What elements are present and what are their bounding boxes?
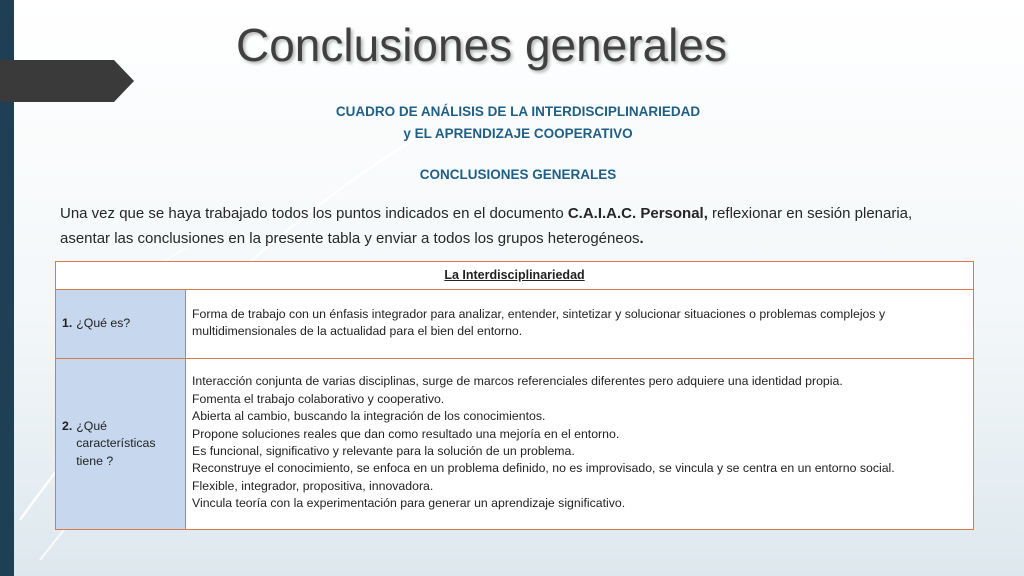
- heading-line-3: CONCLUSIONES GENERALES: [419, 167, 617, 182]
- intro-bold-doc-name: C.A.I.A.C. Personal,: [567, 205, 708, 222]
- question-text: ¿Qué es?: [76, 316, 131, 331]
- answer-line: Interacción conjunta de varias disciplinas, surge de marcos referenciales diferentes pero adquiere una identidad propia.: [192, 374, 843, 389]
- answer-line: Reconstruye el conocimiento, se enfoca en un problema definido, no es improvisado, se vincula y se centra en un entorno social.: [192, 461, 895, 476]
- analysis-headings: [300, 101, 736, 186]
- heading-line-2: y EL APRENDIZAJE COOPERATIVO: [403, 126, 633, 141]
- answer-line: Vincula teoría con la experimentación para generar un aprendizaje significativo.: [192, 496, 626, 511]
- answer-line: Abierta al cambio, buscando la integración de los conocimientos.: [192, 409, 546, 424]
- arrow-tab-decoration: [0, 60, 134, 102]
- answer-line: Flexible, integrador, propositiva, innovadora.: [192, 478, 434, 493]
- intro-end: .: [639, 230, 644, 247]
- answer-line: Es funcional, significativo y relevante para la solución de un problema.: [192, 444, 575, 458]
- table-row: [56, 359, 974, 530]
- slide-title: Conclusiones generales: [236, 19, 727, 71]
- answer-line: Propone soluciones reales que dan como resultado una mejoría en el entorno.: [192, 426, 620, 441]
- intro-paragraph: [60, 201, 965, 251]
- intro-text-1: Una vez que se haya trabajado todos los puntos indicados en el documento: [60, 205, 568, 222]
- answer-line: Fomenta el trabajo colaborativo y cooperativo.: [192, 391, 445, 406]
- question-text: ¿Qué características tiene ?: [76, 418, 156, 468]
- question-cell: [56, 359, 186, 530]
- question-number: 2.: [62, 418, 73, 433]
- intro-text-2: reflexionar en sesión plenaria, asentar las conclusiones en la presente tabla y enviar a todos los grupos heterogéneos: [60, 205, 913, 247]
- conclusions-table: [55, 261, 974, 530]
- heading-line-1: CUADRO DE ANÁLISIS DE LA INTERDISCIPLINARIEDAD: [335, 104, 701, 119]
- answer-cell: [186, 290, 974, 359]
- answer-cell: [186, 359, 974, 530]
- answer-line: Forma de trabajo con un énfasis integrador para analizar, entender, sintetizar y solucionar situaciones o problemas complejos y multidimensionales de la actualidad para el bien del entorno.: [192, 306, 886, 338]
- question-cell: [56, 290, 186, 359]
- question-number: 1.: [62, 316, 73, 331]
- table-header: La Interdisciplinariedad: [56, 262, 974, 290]
- table-row: [56, 290, 974, 359]
